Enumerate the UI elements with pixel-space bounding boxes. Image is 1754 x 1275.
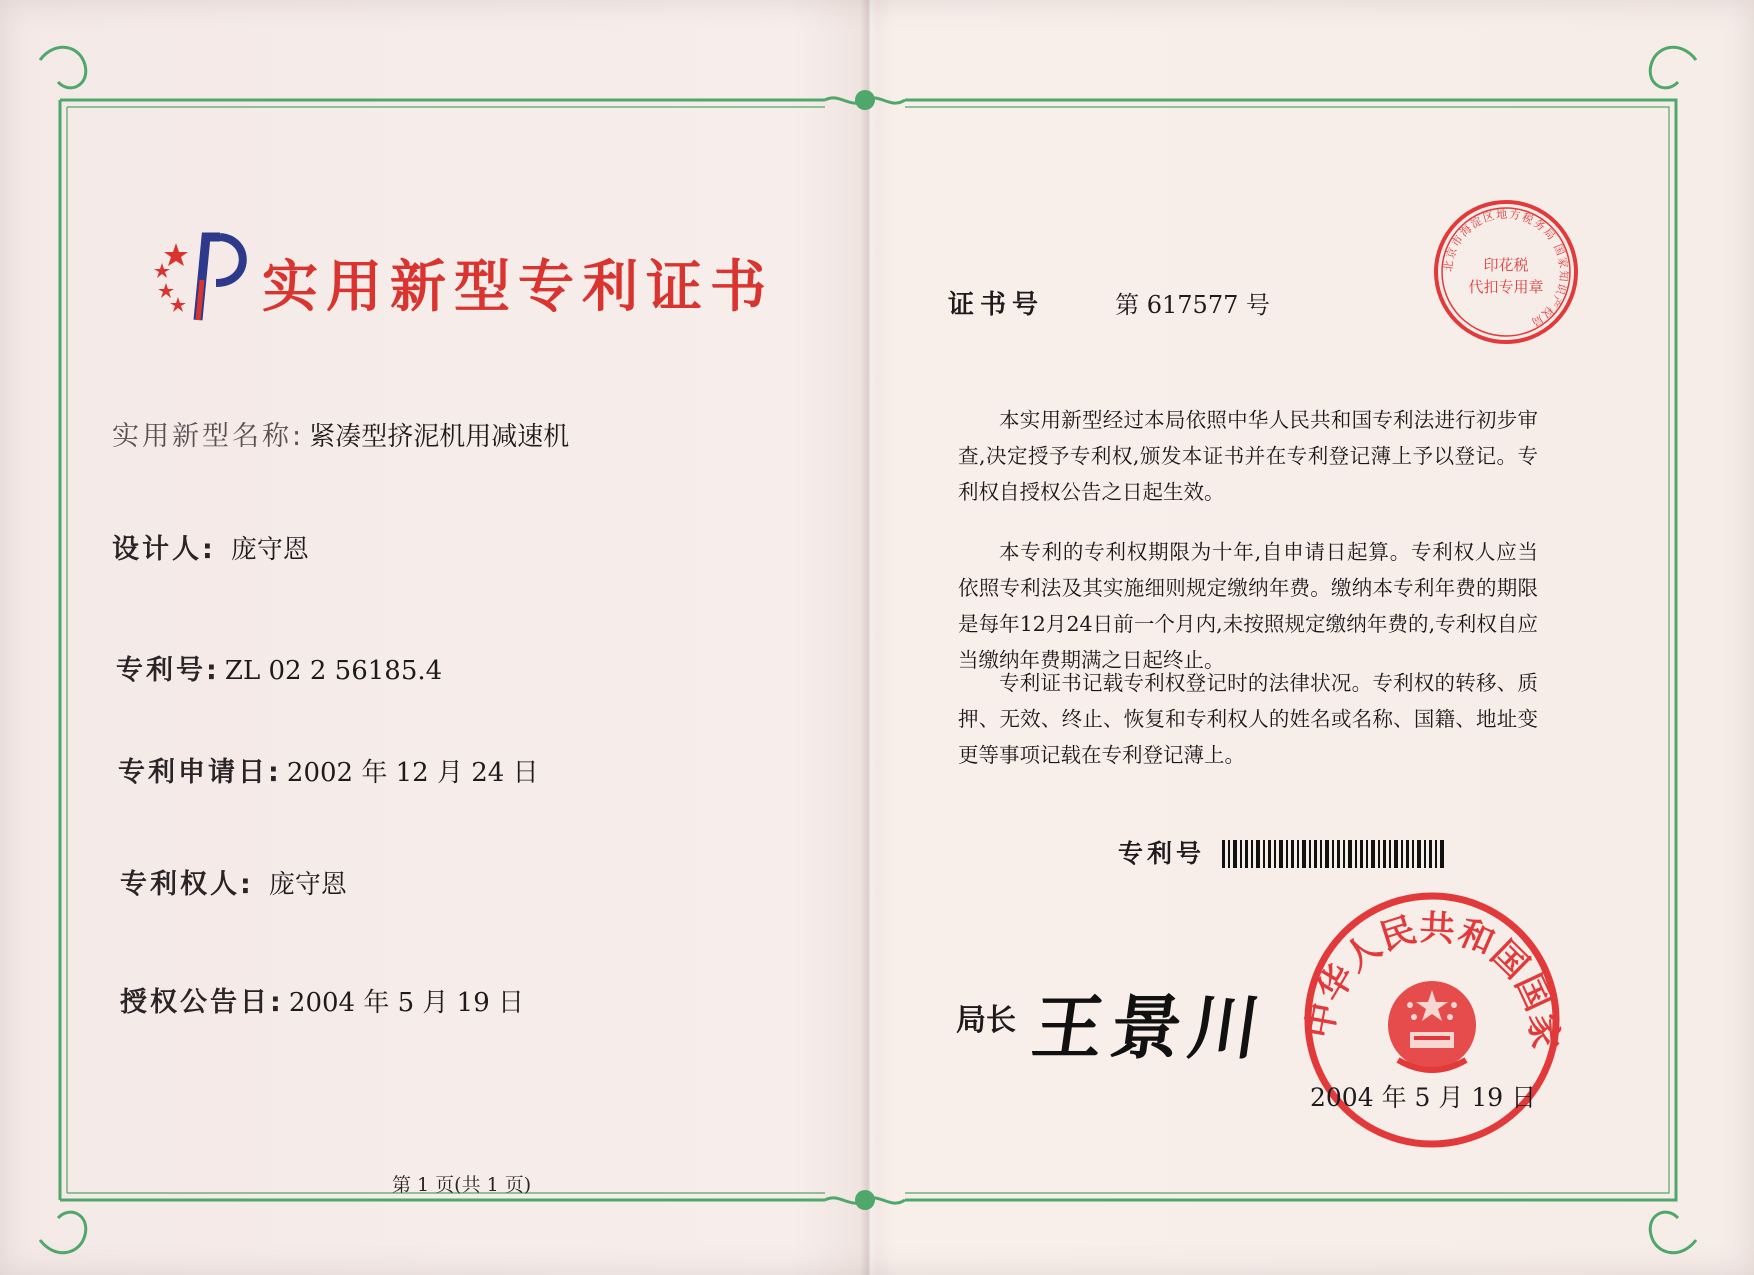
tax-stamp-center-2: 代扣专用章 bbox=[1468, 278, 1544, 296]
barcode bbox=[1222, 840, 1444, 868]
tax-stamp-center-1: 印花税 bbox=[1483, 256, 1529, 274]
field-label: 专利权人: bbox=[120, 869, 254, 900]
field-application-date bbox=[118, 750, 539, 789]
field-utility-model-name bbox=[112, 414, 569, 453]
paragraph-term: 本专利的专利权期限为十年,自申请日起算。专利权人应当依照专利法及其实施细则规定缴纳年费。缴纳本专利年费的期限是每年12月24日前一个月内,未按照规定缴纳年费的,专利权自应当缴纳年费期满之日起终止。 bbox=[958, 540, 1538, 672]
patent-office-logo bbox=[146, 225, 256, 330]
field-patent-number bbox=[116, 648, 442, 687]
issue-date: 2004 年 5 月 19 日 bbox=[1310, 1083, 1537, 1112]
certificate-title: 实用新型专利证书 bbox=[262, 255, 774, 320]
paragraph-grant: 本实用新型经过本局依照中华人民共和国专利法进行初步审查,决定授予专利权,颁发本证书并在专利登记薄上予以登记。专利权自授权公告之日起生效。 bbox=[958, 408, 1538, 504]
page-footer: 第 1 页(共 1 页) bbox=[392, 1174, 532, 1196]
certificate-number-row bbox=[948, 284, 1270, 321]
field-patentee bbox=[120, 862, 347, 901]
field-publication-date bbox=[120, 980, 524, 1019]
certificate-number-label: 证书号 bbox=[948, 290, 1045, 320]
paragraph-legal-status: 专利证书记载专利权登记时的法律状况。专利权的转移、质押、无效、终止、恢复和专利权人的姓名或名称、国籍、地址变更等事项记载在专利登记薄上。 bbox=[958, 671, 1538, 767]
official-seal-text: 中华人民共和国国家 bbox=[1302, 908, 1562, 1052]
field-value: 紧凑型挤泥机用减速机 bbox=[309, 422, 570, 452]
field-label: 授权公告日: bbox=[120, 987, 284, 1018]
field-label: 设计人: bbox=[112, 534, 216, 565]
field-value: 2002 年 12 月 24 日 bbox=[286, 758, 539, 788]
field-value: 2004 年 5 月 19 日 bbox=[288, 988, 525, 1018]
tax-stamp bbox=[1432, 198, 1580, 346]
field-label: 专利号: bbox=[116, 655, 220, 686]
field-value: 庞守恩 bbox=[268, 870, 347, 900]
patent-number-barcode-label: 专利号 bbox=[1118, 839, 1206, 868]
tax-stamp-ring-text: 北京市海淀区地方税务局 国家知识产权局 bbox=[1441, 207, 1571, 330]
field-value: 庞守恩 bbox=[230, 535, 309, 565]
field-label: 实用新型名称: bbox=[112, 421, 305, 452]
field-designer bbox=[112, 527, 309, 566]
director-signature: 王景川 bbox=[1027, 986, 1274, 1069]
director-label: 局长 bbox=[956, 1003, 1016, 1038]
certificate-number: 第 617577 号 bbox=[1115, 291, 1270, 319]
field-label: 专利申请日: bbox=[118, 757, 282, 788]
field-value: ZL 02 2 56185.4 bbox=[224, 656, 443, 686]
